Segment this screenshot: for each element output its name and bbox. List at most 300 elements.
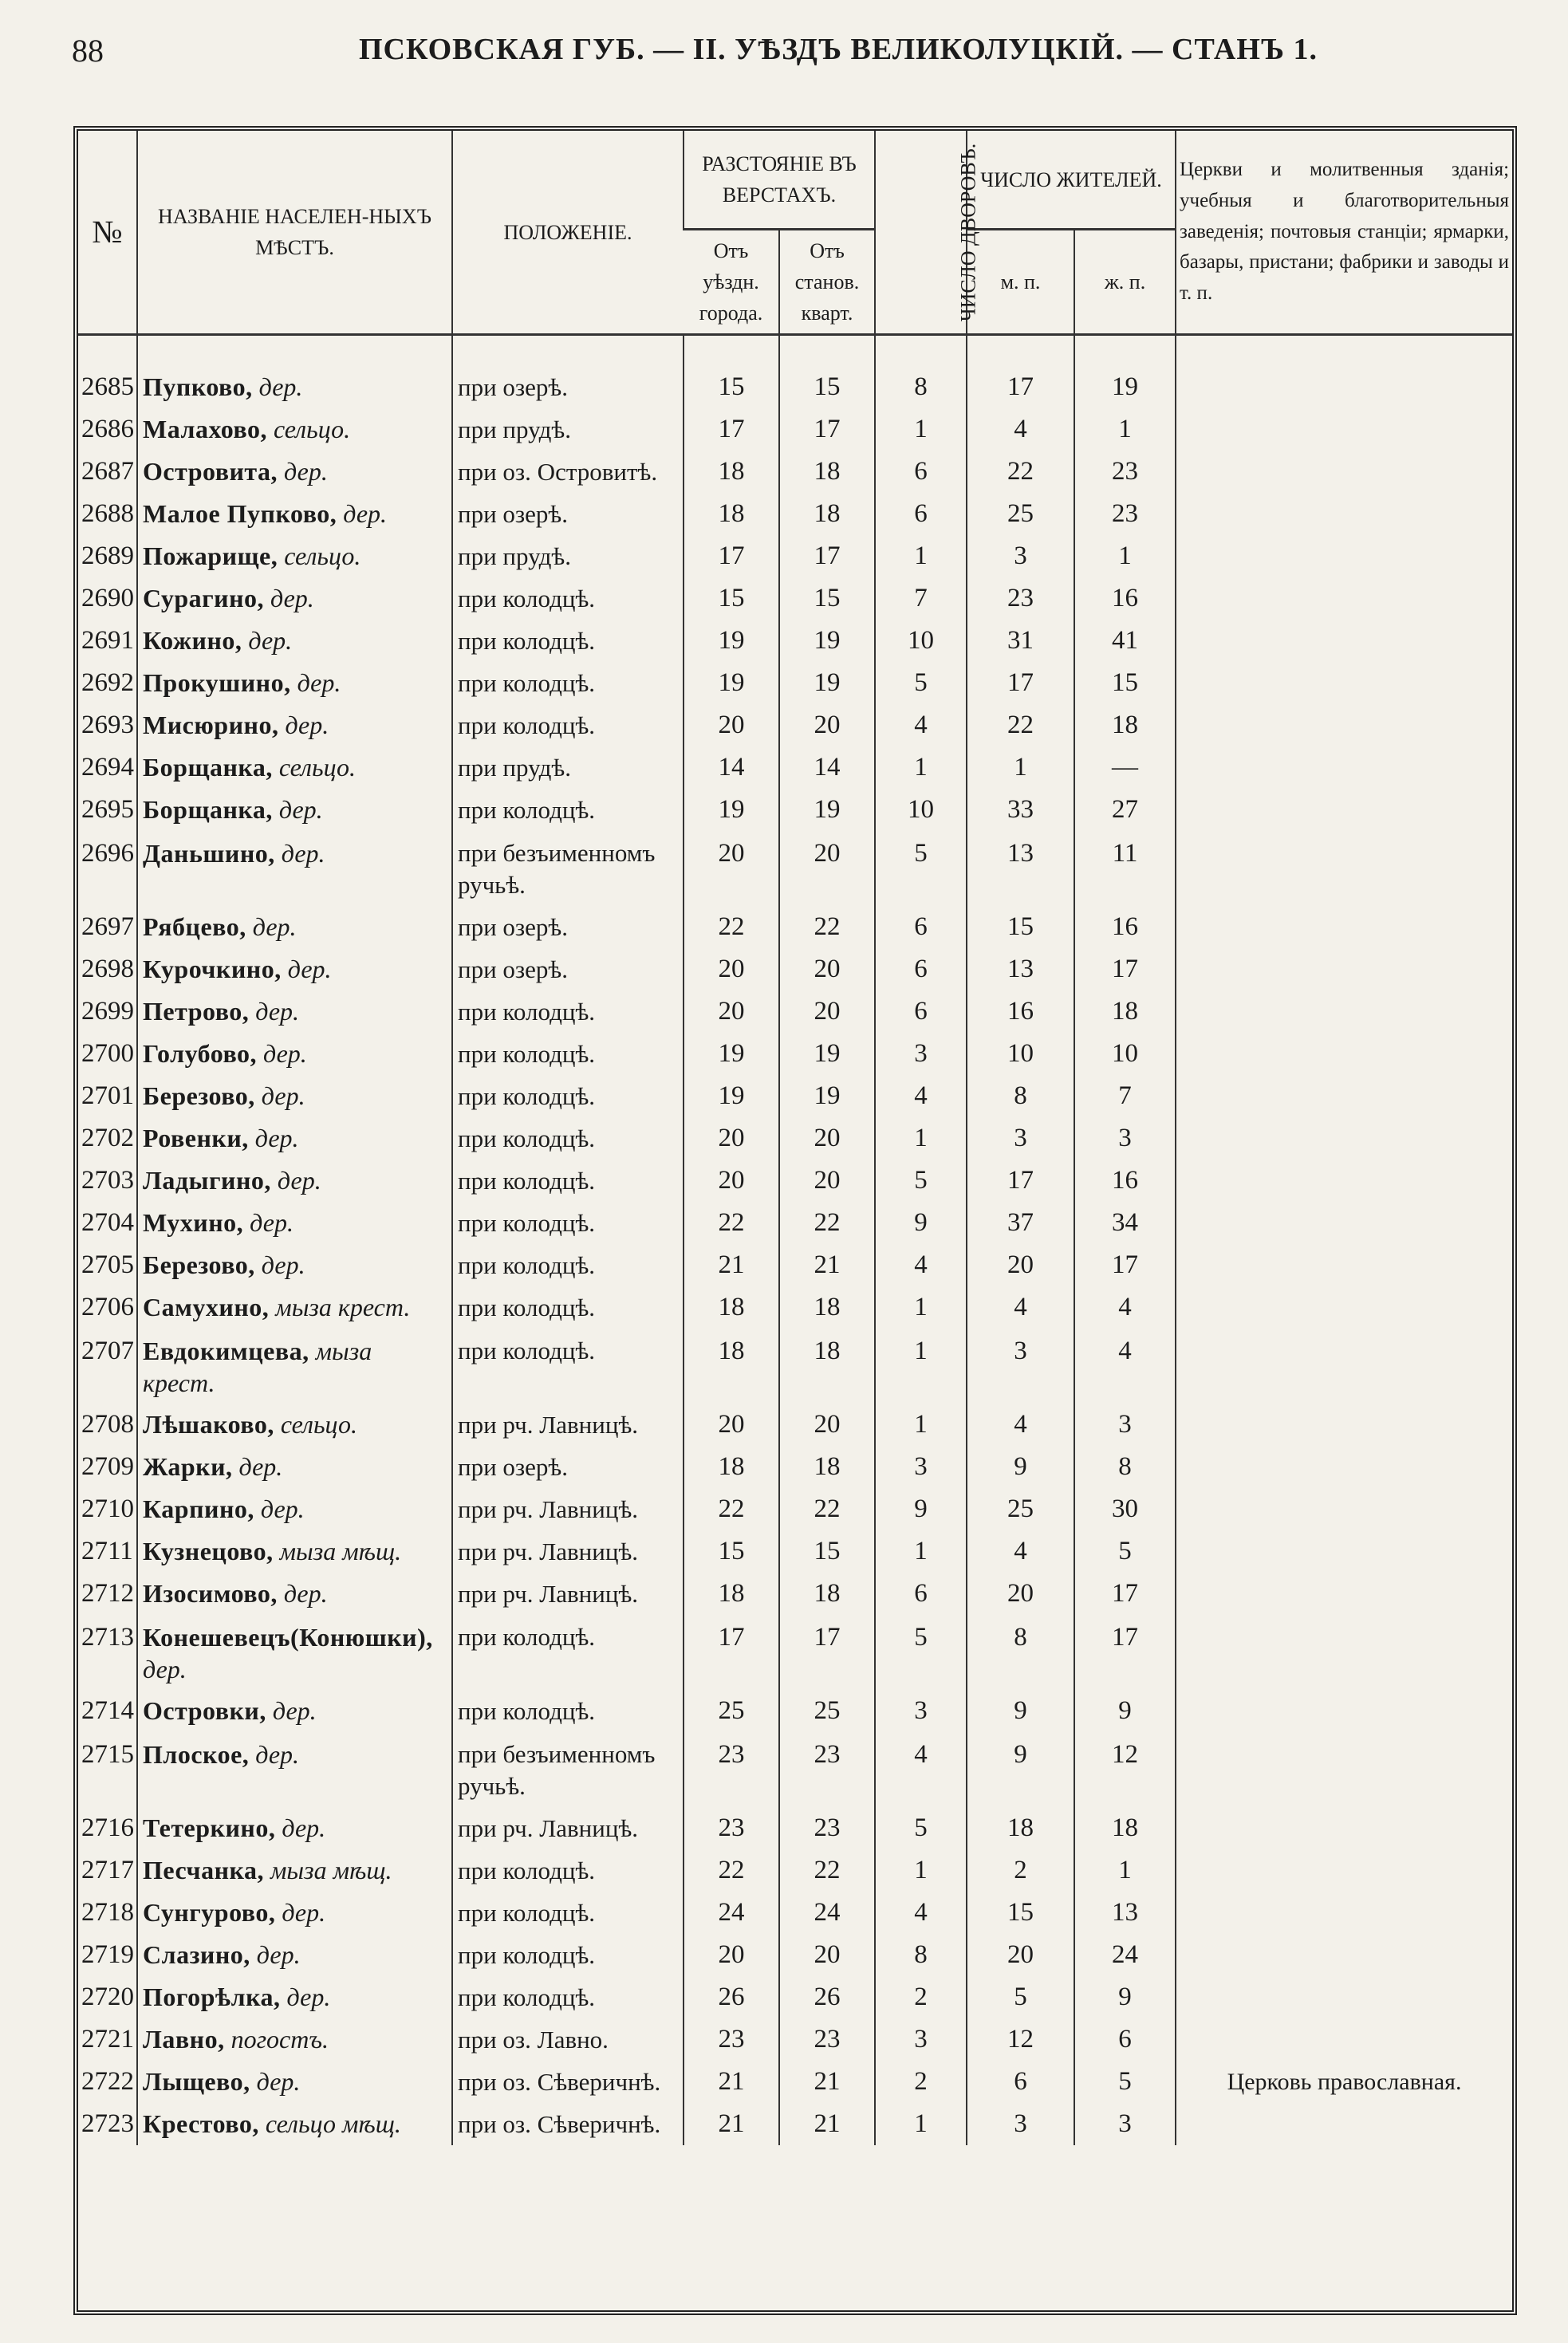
table-row [78,1849,1512,1892]
institutions-note [1176,746,1512,789]
settlement-type: мыза мѣщ. [279,1537,402,1565]
female-count: 5 [1074,2061,1176,2103]
settlement-name [137,1892,452,1934]
settlement-position: при рч. Лавницѣ. [452,1530,684,1573]
settlement-name [137,535,452,577]
distance-town: 19 [684,620,779,662]
institutions-note [1176,535,1512,577]
female-count: 1 [1074,1849,1176,1892]
settlement-name-text: Жарки, [143,1452,233,1481]
settlement-name-text: Прокушино, [143,668,291,697]
row-number: 2686 [81,415,134,443]
households-count: 9 [875,1202,967,1244]
female-count: 10 [1074,1033,1176,1075]
distance-stan: 23 [779,1807,875,1849]
table-row [78,746,1512,789]
table-row [78,1934,1512,1976]
row-number: 2720 [81,1983,134,2011]
female-count: 17 [1074,1573,1176,1615]
header-number: № [78,131,137,335]
male-count: 3 [967,535,1074,577]
table-row [78,535,1512,577]
distance-stan: 20 [779,1160,875,1202]
male-count: 5 [967,1976,1074,2018]
female-count: 41 [1074,620,1176,662]
institutions-note [1176,1615,1512,1690]
settlement-position: при рч. Лавницѣ. [452,1573,684,1615]
male-count: 17 [967,366,1074,408]
table-row [78,2018,1512,2061]
settlement-name [137,948,452,990]
table-row [78,1286,1512,1329]
settlement-name-text: Борщанка, [143,795,273,824]
settlement-name-text: Лыщево, [143,2067,250,2096]
settlement-name-text: Сунгурово, [143,1898,276,1927]
settlement-type: дер. [256,1940,301,1969]
settlement-name [137,1573,452,1615]
distance-town: 21 [684,2103,779,2145]
settlement-type: дер. [254,1124,299,1152]
female-count: 8 [1074,1446,1176,1488]
male-count: 17 [967,1160,1074,1202]
settlement-type: дер. [283,1579,328,1608]
distance-stan: 18 [779,1286,875,1329]
settlement-name-text: Пожарище, [143,541,278,570]
table-row [78,831,1512,906]
female-count: 24 [1074,1934,1176,1976]
female-count: 3 [1074,2103,1176,2145]
settlement-type: мыза мѣщ. [270,1856,392,1884]
female-count: 34 [1074,1202,1176,1244]
settlement-type: дер. [270,584,314,612]
male-count: 8 [967,1615,1074,1690]
households-count: 8 [875,366,967,408]
row-number: 2701 [81,1081,134,1110]
male-count: 1 [967,746,1074,789]
table-row [78,1033,1512,1075]
distance-stan: 24 [779,1892,875,1934]
institutions-note [1176,1244,1512,1286]
distance-stan: 20 [779,704,875,746]
households-count: 1 [875,1849,967,1892]
male-count: 4 [967,1530,1074,1573]
settlement-name [137,451,452,493]
female-count: 18 [1074,704,1176,746]
institutions-note [1176,1849,1512,1892]
settlement-position: при оз. Сѣверичнѣ. [452,2061,684,2103]
female-count: 13 [1074,1892,1176,1934]
table-row [78,1690,1512,1732]
distance-town: 22 [684,1202,779,1244]
settlement-type: дер. [272,1696,317,1725]
header-name: НАЗВАНІЕ НАСЕЛЕН-НЫХЪ МѢСТЪ. [137,131,452,335]
institutions-note [1176,990,1512,1033]
settlement-position: при оз. Лавно. [452,2018,684,2061]
settlement-position: при колодцѣ. [452,1615,684,1690]
female-count: 15 [1074,662,1176,704]
row-number: 2695 [81,795,134,824]
settlement-name [137,2103,452,2145]
table-row [78,493,1512,535]
distance-town: 19 [684,662,779,704]
institutions-note [1176,620,1512,662]
male-count: 20 [967,1244,1074,1286]
households-count: 1 [875,1530,967,1573]
row-number: 2703 [81,1166,134,1195]
row-number: 2692 [81,668,134,697]
male-count: 6 [967,2061,1074,2103]
distance-town: 17 [684,1615,779,1690]
row-number: 2707 [81,1337,134,1365]
settlement-name-text: Борщанка, [143,753,273,782]
male-count: 9 [967,1732,1074,1807]
distance-town: 15 [684,1530,779,1573]
settlement-position: при колодцѣ. [452,1892,684,1934]
institutions-note: Церковь православная. [1176,2061,1512,2103]
institutions-note [1176,1934,1512,1976]
settlement-type: сельцо мѣщ. [265,2109,401,2138]
distance-town: 18 [684,1446,779,1488]
male-count: 23 [967,577,1074,620]
distance-stan: 15 [779,577,875,620]
row-number: 2690 [81,584,134,612]
households-count: 2 [875,2061,967,2103]
distance-stan: 23 [779,2018,875,2061]
table-row [78,1892,1512,1934]
settlement-name [137,2061,452,2103]
settlement-position: при колодцѣ. [452,577,684,620]
distance-town: 20 [684,1117,779,1160]
row-number: 2710 [81,1494,134,1523]
female-count: 9 [1074,1976,1176,2018]
institutions-note [1176,1404,1512,1446]
distance-stan: 15 [779,366,875,408]
male-count: 22 [967,451,1074,493]
row-number: 2706 [81,1293,134,1321]
institutions-note [1176,1202,1512,1244]
settlement-position: при озерѣ. [452,493,684,535]
settlement-name-text: Кузнецово, [143,1537,274,1565]
settlement-name [137,990,452,1033]
row-number: 2688 [81,499,134,528]
settlement-name-text: Мисюрино, [143,711,279,739]
distance-stan: 19 [779,620,875,662]
distance-stan: 22 [779,1849,875,1892]
settlement-name [137,1075,452,1117]
settlement-name-text: Курочкино, [143,955,282,983]
male-count: 15 [967,906,1074,948]
distance-town: 17 [684,535,779,577]
settlement-position: при колодцѣ. [452,704,684,746]
settlement-type: дер. [263,1039,307,1068]
households-count: 6 [875,990,967,1033]
settlement-name-text: Крестово, [143,2109,259,2138]
settlement-type: сельцо. [284,541,361,570]
institutions-note [1176,1286,1512,1329]
settlement-position: при озерѣ. [452,1446,684,1488]
institutions-note [1176,1573,1512,1615]
female-count: 12 [1074,1732,1176,1807]
settlement-type: дер. [343,499,388,528]
table-row [78,1075,1512,1117]
settlement-position: при озерѣ. [452,906,684,948]
settlement-name-text: Даньшино, [143,839,275,868]
settlement-name [137,1934,452,1976]
male-count: 37 [967,1202,1074,1244]
table-spacer-row [78,335,1512,367]
table-row [78,990,1512,1033]
distance-stan: 20 [779,948,875,990]
male-count: 33 [967,789,1074,831]
settlement-name [137,366,452,408]
households-count: 1 [875,1286,967,1329]
female-count: 3 [1074,1404,1176,1446]
settlement-position: при колодцѣ. [452,1117,684,1160]
households-count: 3 [875,1033,967,1075]
distance-town: 21 [684,1244,779,1286]
settlement-position: при оз. Сѣверичнѣ. [452,2103,684,2145]
male-count: 15 [967,1892,1074,1934]
distance-town: 25 [684,1690,779,1732]
households-count: 1 [875,535,967,577]
settlement-name-text: Пупково, [143,372,253,401]
distance-stan: 18 [779,451,875,493]
distance-town: 22 [684,1488,779,1530]
header-distance-stan: Отъ станов. кварт. [779,230,875,335]
distance-town: 23 [684,1732,779,1807]
households-count: 4 [875,1244,967,1286]
row-number: 2722 [81,2067,134,2096]
female-count: 9 [1074,1690,1176,1732]
settlement-name [137,1117,452,1160]
institutions-note [1176,1530,1512,1573]
table-row [78,1404,1512,1446]
settlement-type: дер. [297,668,341,697]
female-count: 3 [1074,1117,1176,1160]
male-count: 18 [967,1807,1074,1849]
institutions-note [1176,1488,1512,1530]
settlement-name [137,1732,452,1807]
male-count: 9 [967,1690,1074,1732]
settlement-position: при прудѣ. [452,746,684,789]
institutions-note [1176,1160,1512,1202]
table-row [78,1976,1512,2018]
female-count: 19 [1074,366,1176,408]
row-number: 2694 [81,753,134,782]
settlement-name [137,1976,452,2018]
institutions-note [1176,366,1512,408]
settlement-name [137,1488,452,1530]
settlement-type: мыза крест. [275,1293,411,1321]
settlement-position: при колодцѣ. [452,1690,684,1732]
distance-stan: 20 [779,990,875,1033]
settlement-name-text: Сурагино, [143,584,265,612]
header-female: ж. п. [1074,230,1176,335]
settlement-position: при колодцѣ. [452,1286,684,1329]
settlement-position: при колодцѣ. [452,1849,684,1892]
distance-town: 20 [684,1160,779,1202]
institutions-note [1176,906,1512,948]
distance-town: 18 [684,493,779,535]
distance-stan: 18 [779,493,875,535]
header-distance-town: Отъ уѣздн. города. [684,230,779,335]
distance-stan: 19 [779,1075,875,1117]
settlement-name [137,1286,452,1329]
settlement-name [137,1690,452,1732]
male-count: 20 [967,1934,1074,1976]
female-count: 11 [1074,831,1176,906]
row-number: 2723 [81,2109,134,2138]
settlement-type: мыза крест. [143,1337,372,1397]
table-row [78,451,1512,493]
settlement-type: дер. [284,457,328,486]
female-count: 17 [1074,1615,1176,1690]
female-count: 5 [1074,1530,1176,1573]
distance-town: 15 [684,366,779,408]
distance-stan: 26 [779,1976,875,2018]
distance-town: 19 [684,1075,779,1117]
page-header [64,18,1507,73]
households-count: 3 [875,1690,967,1732]
settlement-name-text: Песчанка, [143,1856,264,1884]
households-count: 5 [875,831,967,906]
settlement-name [137,789,452,831]
households-count: 7 [875,577,967,620]
row-number: 2713 [81,1623,134,1652]
settlement-type: дер. [261,1081,305,1110]
institutions-note [1176,704,1512,746]
table-row [78,906,1512,948]
settlement-type: дер. [287,955,332,983]
settlement-name-text: Островки, [143,1696,266,1725]
distance-stan: 20 [779,831,875,906]
settlement-type: сельцо. [273,415,351,443]
households-count: 4 [875,704,967,746]
settlement-name-text: Ровенки, [143,1124,249,1152]
settlement-name-text: Плоское, [143,1740,250,1769]
settlement-name-text: Лавно, [143,2025,225,2054]
institutions-note [1176,662,1512,704]
distance-stan: 18 [779,1573,875,1615]
header-notes: Церкви и молитвенныя зданія; учебныя и благотворительныя заведенія; почтовыя станціи; ярмарки, базары, пристани; фабрики и заводы и т. п. [1176,131,1512,335]
households-count: 8 [875,1934,967,1976]
female-count: — [1074,746,1176,789]
distance-stan: 20 [779,1404,875,1446]
male-count: 12 [967,2018,1074,2061]
institutions-note [1176,493,1512,535]
households-count: 1 [875,408,967,451]
settlement-type: дер. [286,1983,331,2011]
settlement-name-text: Рябцево, [143,912,246,941]
households-count: 6 [875,906,967,948]
settlement-name-text: Березово, [143,1250,255,1279]
institutions-note [1176,831,1512,906]
settlement-type: дер. [252,912,297,941]
households-count: 5 [875,662,967,704]
table-body [78,335,1512,2146]
settlement-type: дер. [260,1494,305,1523]
row-number: 2693 [81,711,134,739]
settlement-name [137,620,452,662]
settlement-type: дер. [255,997,300,1026]
row-number: 2700 [81,1039,134,1068]
distance-town: 20 [684,704,779,746]
distance-town: 14 [684,746,779,789]
settlement-type: дер. [258,372,303,401]
male-count: 31 [967,620,1074,662]
institutions-note [1176,789,1512,831]
households-count: 2 [875,1976,967,2018]
row-number: 2696 [81,839,134,868]
table-row [78,1573,1512,1615]
settlement-position: при колодцѣ. [452,662,684,704]
institutions-note [1176,1329,1512,1404]
settlement-type: дер. [238,1452,283,1481]
distance-stan: 17 [779,1615,875,1690]
settlement-type: дер. [261,1250,305,1279]
female-count: 17 [1074,1244,1176,1286]
settlement-position: при колодцѣ. [452,1934,684,1976]
row-number: 2698 [81,955,134,983]
female-count: 7 [1074,1075,1176,1117]
households-count: 1 [875,746,967,789]
institutions-note [1176,1033,1512,1075]
distance-stan: 25 [779,1690,875,1732]
female-count: 6 [1074,2018,1176,2061]
distance-town: 20 [684,1934,779,1976]
distance-stan: 21 [779,1244,875,1286]
settlement-position: при рч. Лавницѣ. [452,1807,684,1849]
distance-town: 20 [684,990,779,1033]
row-number: 2711 [81,1537,133,1565]
male-count: 2 [967,1849,1074,1892]
distance-stan: 22 [779,1202,875,1244]
settlement-name [137,408,452,451]
institutions-note [1176,1117,1512,1160]
settlement-name [137,1202,452,1244]
row-number: 2714 [81,1696,134,1725]
institutions-note [1176,1446,1512,1488]
households-count: 5 [875,1807,967,1849]
distance-stan: 22 [779,1488,875,1530]
households-count: 4 [875,1732,967,1807]
distance-town: 22 [684,1849,779,1892]
male-count: 4 [967,1404,1074,1446]
settlement-position: при колодцѣ. [452,990,684,1033]
male-count: 25 [967,1488,1074,1530]
settlement-position: при колодцѣ. [452,789,684,831]
settlement-position: при озерѣ. [452,948,684,990]
institutions-note [1176,408,1512,451]
distance-town: 22 [684,906,779,948]
table-row [78,366,1512,408]
settlement-name [137,2018,452,2061]
distance-town: 15 [684,577,779,620]
households-count: 9 [875,1488,967,1530]
table-row [78,1615,1512,1690]
distance-town: 18 [684,451,779,493]
row-number: 2704 [81,1208,134,1237]
institutions-note [1176,2018,1512,2061]
row-number: 2687 [81,457,134,486]
male-count: 16 [967,990,1074,1033]
table-row [78,2061,1512,2103]
female-count: 23 [1074,451,1176,493]
male-count: 3 [967,2103,1074,2145]
male-count: 4 [967,408,1074,451]
table-row [78,1244,1512,1286]
distance-stan: 18 [779,1329,875,1404]
